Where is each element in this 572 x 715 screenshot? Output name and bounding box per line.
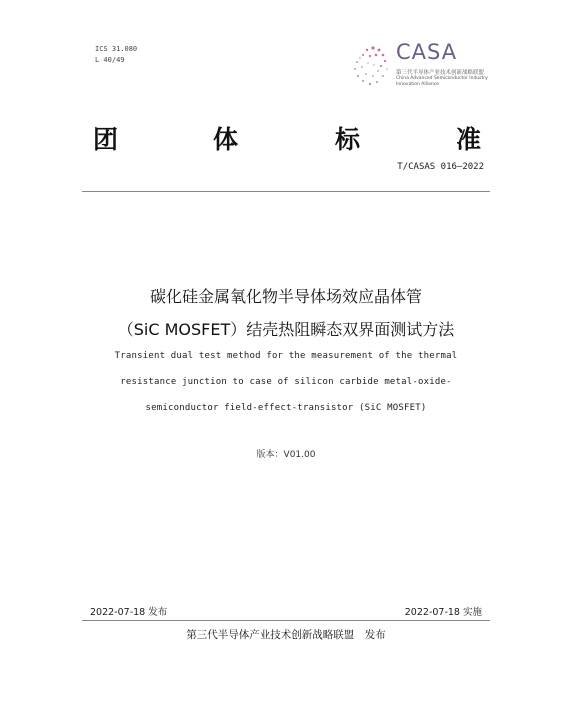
standard-number: T/CASAS 016—2022 — [397, 162, 484, 172]
standard-char-2: 体 — [213, 125, 239, 154]
en-title-line3: semiconductor field-effect-transistor (SiC MOSFET) — [145, 403, 427, 413]
casa-logo-sphere-icon — [343, 38, 395, 90]
publisher: 第三代半导体产业技术创新战略联盟 发布 — [186, 629, 386, 641]
issue-date: 2022-07-18 发布 — [90, 607, 168, 618]
en-title-line1: Transient dual test method for the measurement of the thermal — [114, 351, 458, 361]
standard-char-4: 准 — [456, 125, 482, 154]
en-title-line2: resistance junction to case of silicon carbide metal-oxide- — [120, 377, 452, 387]
standard-char-1: 团 — [93, 125, 119, 154]
logo-en-line1: China Advanced Semiconductor Industry — [396, 76, 488, 81]
footer-divider — [82, 620, 490, 621]
implement-date: 2022-07-18 实施 — [404, 607, 482, 618]
casa-logo — [343, 38, 493, 98]
ics-code: ICS 31.080 — [95, 45, 138, 53]
logo-en-line2: Innovation Alliance — [396, 82, 439, 87]
header-divider — [82, 191, 490, 192]
logo-cn-name: 第三代半导体产业技术创新战略联盟 — [396, 70, 485, 76]
cn-title-line1: 碳化硅金属氧化物半导体场效应晶体管 — [149, 287, 422, 306]
cn-title-line2: （SiC MOSFET）结壳热阻瞬态双界面测试方法 — [117, 320, 455, 339]
standard-type-heading — [0, 120, 572, 154]
logo-wordmark: CASA — [396, 40, 458, 64]
version-label: 版本：V01.00 — [256, 450, 316, 460]
standard-char-3: 标 — [335, 125, 361, 154]
ccs-code: L 40/49 — [95, 56, 125, 64]
